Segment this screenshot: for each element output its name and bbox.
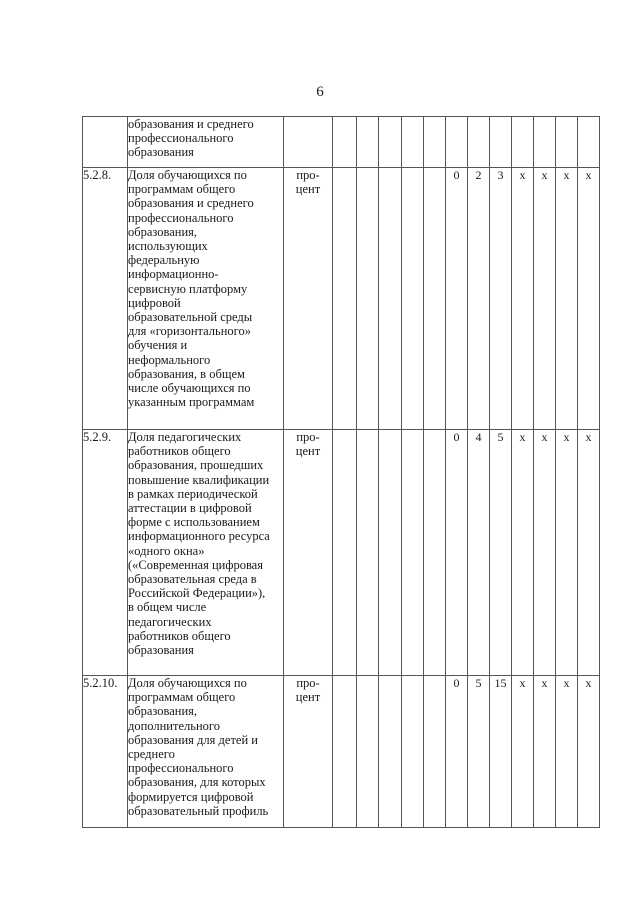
value-cell (424, 117, 446, 168)
description-line: федеральную (128, 253, 200, 268)
description-line: образовательный профиль (128, 803, 269, 818)
description-line: образования (128, 643, 194, 658)
indicator-description (128, 430, 284, 676)
value-cell: x (578, 430, 600, 676)
value-cell (424, 676, 446, 828)
description-line: профессионального (128, 761, 234, 776)
unit-line: цент (295, 444, 321, 459)
value-cell (556, 117, 578, 168)
value-cell (357, 430, 379, 676)
value-cell: 5 (468, 676, 490, 828)
unit-line: про- (296, 676, 320, 690)
value-cell (468, 117, 490, 168)
value-cell: x (534, 430, 556, 676)
value-cell: 0 (446, 676, 468, 828)
unit-of-measure (284, 168, 333, 430)
description-line: «одного окна» (128, 543, 205, 558)
unit-of-measure (284, 430, 333, 676)
description-line: информационного ресурса (128, 529, 270, 544)
value-cell (402, 430, 424, 676)
table-row (83, 676, 600, 828)
unit-line: про- (296, 168, 320, 182)
value-cell (357, 676, 379, 828)
value-cell: 0 (446, 430, 468, 676)
description-line: числе обучающихся по (128, 381, 251, 396)
description-line: Доля обучающихся по (128, 676, 247, 690)
description-line: неформального (128, 352, 211, 367)
indicator-number: 5.2.9. (83, 430, 128, 676)
value-cell: 2 (468, 168, 490, 430)
value-cell: x (534, 168, 556, 430)
description-line: программам общего (128, 690, 236, 705)
value-cell: x (556, 168, 578, 430)
value-cell: x (578, 168, 600, 430)
description-line: работников общего (128, 628, 231, 643)
value-cell (333, 676, 357, 828)
description-line: форме с использованием (128, 515, 260, 530)
value-cell (357, 117, 379, 168)
description-line: профессионального (128, 210, 234, 225)
value-cell (402, 168, 424, 430)
value-cell (446, 117, 468, 168)
value-cell (578, 117, 600, 168)
description-line: образования, (128, 704, 198, 719)
value-cell: x (578, 676, 600, 828)
value-cell: 4 (468, 430, 490, 676)
table-row (83, 430, 600, 676)
description-line: работников общего (128, 444, 231, 459)
description-line: в рамках периодической (128, 486, 258, 501)
description-line: образования и среднего (128, 117, 254, 131)
value-cell (534, 117, 556, 168)
value-cell: x (556, 430, 578, 676)
value-cell (379, 168, 402, 430)
description-line: образовательной среды (128, 310, 253, 325)
description-line: обучения и (128, 338, 188, 353)
description-line: дополнительного (128, 718, 220, 733)
value-cell: 0 (446, 168, 468, 430)
description-line: Российской Федерации»), (128, 586, 266, 601)
indicator-description (128, 168, 284, 430)
description-line: педагогических (128, 614, 212, 629)
indicator-description (128, 676, 284, 828)
value-cell (402, 117, 424, 168)
description-line: сервисную платформу (128, 281, 248, 296)
description-line: образования, прошедших (128, 458, 264, 473)
value-cell (379, 676, 402, 828)
description-line: образования (128, 145, 194, 160)
description-line: среднего (128, 747, 175, 762)
value-cell: x (512, 168, 534, 430)
value-cell (379, 430, 402, 676)
description-line: аттестации в цифровой (128, 501, 252, 516)
unit-of-measure (284, 117, 333, 168)
unit-line: про- (296, 430, 320, 444)
value-cell: 15 (490, 676, 512, 828)
description-line: цифровой (128, 295, 181, 310)
value-cell: x (556, 676, 578, 828)
indicators-table (82, 116, 600, 828)
unit-line: цент (295, 690, 321, 705)
description-line: информационно- (128, 267, 219, 282)
value-cell: x (512, 676, 534, 828)
description-line: образования и среднего (128, 196, 254, 211)
description-line: образования, для которых (128, 775, 266, 790)
value-cell: 3 (490, 168, 512, 430)
description-line: в общем числе (128, 600, 207, 615)
value-cell (357, 168, 379, 430)
description-line: указанным программам (128, 395, 255, 410)
description-line: («Современная цифровая (128, 557, 263, 572)
description-line: профессионального (128, 131, 234, 146)
description-line: программам общего (128, 182, 236, 197)
description-line: образования для детей и (128, 732, 258, 747)
description-line: Доля обучающихся по (128, 168, 247, 182)
indicator-number (83, 117, 128, 168)
page-number: 6 (316, 84, 324, 100)
description-line: повышение квалификации (128, 472, 270, 487)
table-row (83, 117, 600, 168)
value-cell (379, 117, 402, 168)
indicator-description (128, 117, 284, 168)
description-line: формируется цифровой (128, 789, 254, 804)
unit-line: цент (295, 182, 321, 197)
description-line: использующих (128, 239, 208, 254)
description-line: образования, в общем (128, 366, 245, 381)
indicator-number: 5.2.10. (83, 676, 128, 828)
description-line: для «горизонтального» (128, 324, 251, 339)
table-row (83, 168, 600, 430)
value-cell (490, 117, 512, 168)
value-cell (512, 117, 534, 168)
value-cell (333, 117, 357, 168)
value-cell: 5 (490, 430, 512, 676)
value-cell (333, 168, 357, 430)
indicator-number: 5.2.8. (83, 168, 128, 430)
value-cell: x (512, 430, 534, 676)
description-line: образования, (128, 224, 198, 239)
value-cell (333, 430, 357, 676)
unit-of-measure (284, 676, 333, 828)
description-line: образовательная среда в (128, 572, 257, 587)
value-cell (424, 430, 446, 676)
value-cell: x (534, 676, 556, 828)
description-line: Доля педагогических (128, 430, 242, 444)
value-cell (402, 676, 424, 828)
value-cell (424, 168, 446, 430)
